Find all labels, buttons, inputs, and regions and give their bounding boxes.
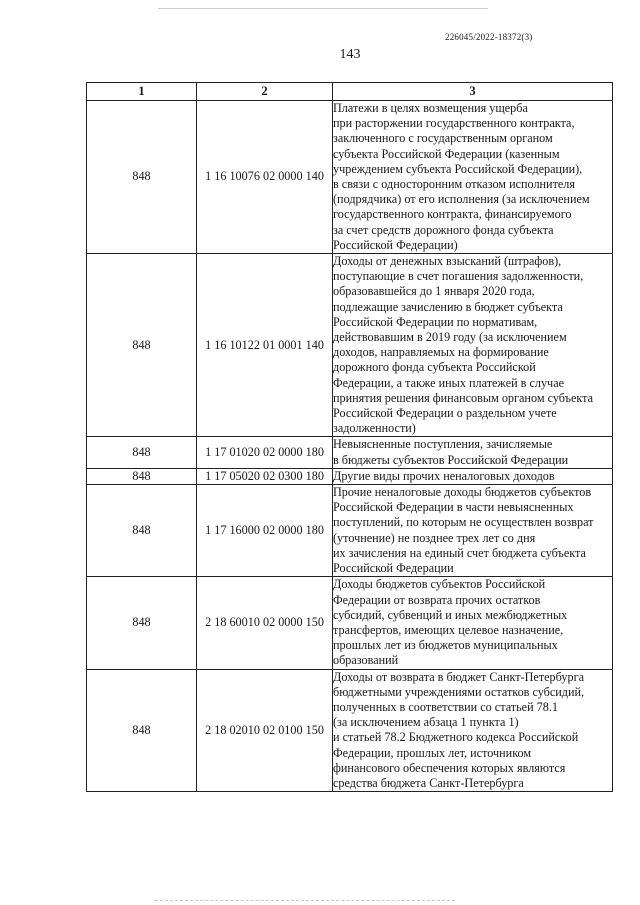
table-row (87, 101, 613, 254)
scan-edge-mark (155, 900, 455, 903)
budget-classification-code-cell: 1 16 10076 02 0000 140 (197, 101, 333, 254)
description-line: образовавшейся до 1 января 2020 года, (333, 284, 535, 299)
document-code: 226045/2022-18372(3) (445, 32, 533, 42)
description-line: заключенного с государственным органом (333, 131, 553, 146)
admin-code-cell: 848 (87, 485, 197, 577)
budget-classification-code-cell: 1 17 01020 02 0000 180 (197, 437, 333, 468)
budget-classification-code-cell: 1 17 05020 02 0300 180 (197, 468, 333, 484)
income-description-cell (333, 468, 613, 484)
budget-codes-table (86, 82, 613, 792)
table-row (87, 577, 613, 669)
description-line: действовавшим в 2019 году (за исключением (333, 330, 567, 345)
description-line: поступающие в счет погашения задолженности, (333, 269, 584, 284)
description-line: (подрядчика) от его исполнения (за исключением (333, 192, 590, 207)
description-line: Доходы бюджетов субъектов Российской (333, 577, 546, 592)
description-line: и статьей 78.2 Бюджетного кодекса Российской (333, 730, 579, 745)
description-line: принятия решения финансовым органом субъекта (333, 390, 594, 405)
description-line: за счет средств дорожного фонда субъекта (333, 222, 554, 237)
description-line: при расторжении государственного контракта, (333, 116, 575, 131)
description-line: Другие виды прочих неналоговых доходов (333, 468, 555, 483)
income-description-cell (333, 437, 613, 468)
budget-classification-code-cell: 1 16 10122 01 0001 140 (197, 254, 333, 437)
description-line: Доходы от денежных взысканий (штрафов), (333, 254, 562, 269)
description-line: прошлых лет из бюджетов муниципальных (333, 638, 558, 653)
column-header-2: 2 (197, 83, 333, 101)
admin-code-cell: 848 (87, 437, 197, 468)
income-description-cell (333, 669, 613, 792)
description-line: Российской Федерации о раздельном учете (333, 406, 557, 421)
page-number: 143 (339, 47, 361, 62)
description-line: подлежащие зачислению в бюджет субъекта (333, 299, 563, 314)
description-line: (уточнение) не позднее трех лет со дня (333, 530, 536, 545)
description-line: Федерации, а также иных платежей в случае (333, 375, 565, 390)
admin-code-cell: 848 (87, 669, 197, 792)
table-header-row (87, 83, 613, 101)
description-line: их зачисления на единый счет бюджета субъекта (333, 545, 586, 560)
description-line: Российской Федерации по нормативам, (333, 314, 538, 329)
income-description-cell (333, 485, 613, 577)
description-line: Российской Федерации в части невыясненных (333, 500, 574, 515)
income-description-cell (333, 254, 613, 437)
budget-classification-code-cell: 2 18 60010 02 0000 150 (197, 577, 333, 669)
description-line: Невыясненные поступления, зачисляемые (333, 437, 553, 452)
admin-code-cell: 848 (87, 577, 197, 669)
admin-code-cell: 848 (87, 254, 197, 437)
budget-classification-code-cell: 1 17 16000 02 0000 180 (197, 485, 333, 577)
description-line: Федерации, прошлых лет, источником (333, 745, 532, 760)
description-line: Доходы от возврата в бюджет Санкт-Петербурга (333, 669, 584, 684)
budget-classification-code-cell: 2 18 02010 02 0100 150 (197, 669, 333, 792)
income-description-cell (333, 101, 613, 254)
description-line: учреждением субъекта Российской Федерации), (333, 161, 583, 176)
description-line: Прочие неналоговые доходы бюджетов субъектов (333, 485, 592, 500)
column-header-3: 3 (333, 83, 613, 101)
description-line: поступлений, по которым не осуществлен возврат (333, 515, 594, 530)
description-line: Российской Федерации) (333, 237, 458, 252)
admin-code-cell: 848 (87, 101, 197, 254)
income-description-cell (333, 577, 613, 669)
description-line: (за исключением абзаца 1 пункта 1) (333, 715, 519, 730)
column-header-1: 1 (87, 83, 197, 101)
table-row (87, 254, 613, 437)
description-line: финансового обеспечения которых являются (333, 760, 566, 775)
description-line: субъекта Российской Федерации (казенным (333, 146, 560, 161)
description-line: субсидий, субвенций и иных межбюджетных (333, 607, 568, 622)
description-line: доходов, направляемых на формирование (333, 345, 549, 360)
description-line: в бюджеты субъектов Российской Федерации (333, 452, 569, 467)
description-line: Федерации от возврата прочих остатков (333, 592, 541, 607)
description-line: Российской Федерации (333, 561, 454, 576)
description-line: бюджетными учреждениями остатков субсидий, (333, 684, 585, 699)
description-line: трансфертов, имеющих целевое назначение, (333, 622, 564, 637)
description-line: средства бюджета Санкт-Петербурга (333, 775, 524, 790)
description-line: полученных в соответствии со статьей 78.1 (333, 699, 558, 714)
description-line: в связи с односторонним отказом исполнителя (333, 177, 575, 192)
table-row (87, 468, 613, 484)
table-row (87, 437, 613, 468)
admin-code-cell: 848 (87, 468, 197, 484)
table-row (87, 669, 613, 792)
scan-edge-mark (158, 8, 488, 9)
description-line: дорожного фонда субъекта Российской (333, 360, 536, 375)
description-line: образований (333, 653, 399, 668)
description-line: государственного контракта, финансируемого (333, 207, 572, 222)
table-body (87, 101, 613, 792)
table-row (87, 485, 613, 577)
description-line: задолженности) (333, 421, 416, 436)
description-line: Платежи в целях возмещения ущерба (333, 101, 528, 115)
